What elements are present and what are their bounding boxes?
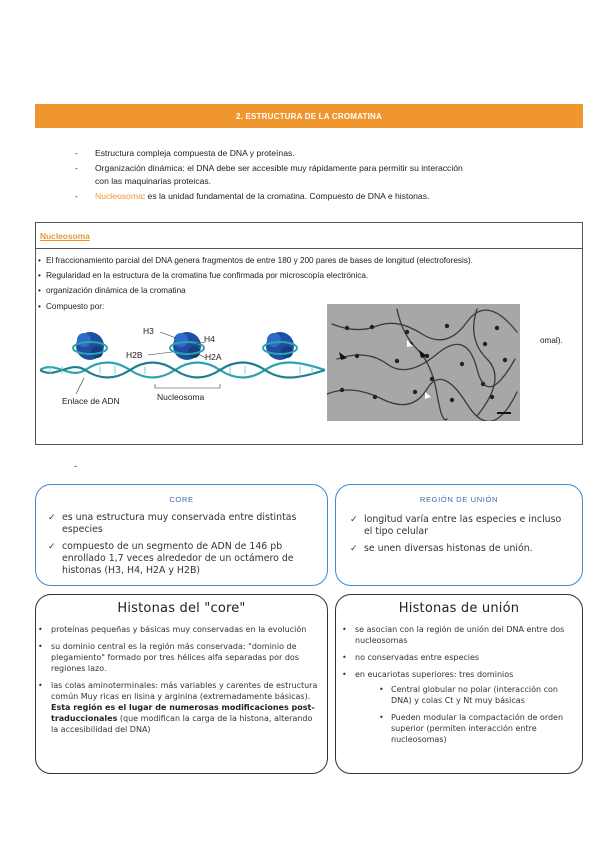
- intro-item: [75, 190, 575, 203]
- bullet-dot: •: [342, 670, 347, 679]
- bullet-item: [36, 624, 319, 635]
- bullet-item: [340, 669, 572, 745]
- histone-octamer: [170, 332, 204, 360]
- union-region-title: REGIÓN DE UNIÓN: [419, 495, 499, 504]
- intro-item: [75, 147, 575, 160]
- check-item: [48, 512, 315, 536]
- intro-text: Estructura compleja compuesta de DNA y proteínas.: [95, 148, 295, 158]
- label-nucleosome: Nucleosoma: [157, 392, 205, 402]
- bullet-item: [36, 641, 319, 674]
- bullet-dot: •: [342, 625, 347, 634]
- trailing-text: omal).: [540, 336, 563, 345]
- dash-marker: -: [75, 191, 78, 201]
- bullet-text: su dominio central es la región más conservada: "dominio de plegamiento" formado por tres hélices alfa separadas por dos regiones lazo.: [51, 642, 299, 673]
- histonas-core-list: [36, 616, 327, 735]
- bullet-item: • Regularidad en la estructura de la cromatina fue confirmada por microscopía electrónica.: [38, 270, 583, 283]
- bullet-text: (que modifican la carga de la histona, alterando la accesibilidad del DNA): [51, 714, 313, 734]
- check-item: [350, 543, 570, 555]
- bullet-dot: •: [379, 685, 384, 694]
- intro-item: [75, 162, 575, 188]
- electron-micrograph: [327, 304, 520, 421]
- core-list: [36, 504, 327, 577]
- check-icon: ✓: [350, 544, 358, 554]
- bullet-item: • El fraccionamiento parcial del DNA genera fragmentos de entre 180 y 200 pares de bases de longitud (electroforesis).: [38, 255, 583, 268]
- intro-text: Organización dinámica: el DNA debe ser accesible muy rápidamente para permitir su interacción: [95, 163, 463, 173]
- bullet-text: proteínas pequeñas y básicas muy conservadas en la evolución: [51, 625, 307, 634]
- nucleosome-diagram: [40, 322, 325, 422]
- dash-marker: -: [74, 461, 77, 471]
- bullet-dot: •: [379, 713, 384, 722]
- bullet-bold-text: Esta región es el lugar de numerosas modificaciones post-traduccionales: [51, 703, 315, 723]
- sub-text: Pueden modular la compactación de orden superior (permiten interacción entre nucleosomas): [391, 713, 564, 744]
- union-list: [336, 504, 582, 555]
- bullet-dot: •: [38, 642, 43, 651]
- label-h2b: H2B: [126, 350, 143, 360]
- union-region-box: [335, 484, 583, 586]
- check-icon: ✓: [48, 513, 56, 523]
- nucleosoma-title-row: [35, 222, 583, 249]
- check-item: [48, 541, 315, 577]
- histonas-union-box: [335, 594, 583, 774]
- histonas-union-title: Histonas de unión: [398, 601, 520, 616]
- intro-list: [75, 147, 575, 205]
- bullet-dot: •: [38, 625, 43, 634]
- bullet-text: en eucariotas superiores: tres dominios: [355, 670, 514, 679]
- dna-helix: [40, 363, 325, 378]
- histone-octamer: [263, 332, 297, 360]
- label-h2a: H2A: [205, 352, 222, 362]
- sub-text: Central globular no polar (interacción con DNA) y colas Ct y Nt muy básicas: [391, 685, 558, 705]
- histone-octamer: [73, 332, 107, 360]
- bullet-text: las colas aminoterminales: más variables y carentes de estructura común Muy ricas en lisina y arginina (extremadamente básicas).: [51, 681, 318, 701]
- sub-list: [355, 684, 572, 745]
- check-icon: ✓: [48, 542, 56, 552]
- bullet-item: [36, 680, 319, 735]
- bullet-item: [340, 652, 572, 663]
- check-item: [350, 514, 570, 538]
- label-h4: H4: [204, 334, 215, 344]
- bullet-text: se asocian con la región de unión del DNA entre dos nucleosomas: [355, 625, 565, 645]
- intro-text: : es la unidad fundamental de la cromatina. Compuesto de DNA e histonas.: [142, 191, 430, 201]
- dash-marker: -: [75, 148, 78, 158]
- core-title: CORE: [169, 495, 194, 504]
- check-text: compuesto de un segmento de ADN de 146 pb enrollado 1,7 veces alrededor de un octámero de histonas (H3, H4, H2A y H2B): [62, 541, 294, 576]
- nucleosoma-title: Nucleosoma: [40, 231, 90, 241]
- check-text: es una estructura muy conservada entre distintas especies: [62, 512, 297, 535]
- bullet-item: • Compuesto por:: [38, 301, 583, 314]
- intro-text: con las maquinarias proteicas.: [95, 176, 212, 186]
- label-linker-dna: Enlace de ADN: [62, 396, 120, 406]
- check-text: longitud varía entre las especies e incluso el tipo celular: [364, 514, 562, 537]
- core-box: [35, 484, 328, 586]
- check-icon: ✓: [350, 515, 358, 525]
- section-header: [35, 104, 583, 128]
- bullet-dot: •: [342, 653, 347, 662]
- dash-marker: -: [75, 163, 78, 173]
- histonas-union-list: [336, 616, 582, 745]
- bullet-item: [340, 624, 572, 646]
- section-title: 2. ESTRUCTURA DE LA CROMATINA: [236, 111, 382, 121]
- check-text: se unen diversas histonas de unión.: [364, 543, 533, 554]
- label-h3: H3: [143, 326, 154, 336]
- bullet-item: • organización dinámica de la cromatina: [38, 285, 583, 298]
- sub-item: [377, 712, 572, 745]
- bullet-dot: •: [38, 681, 43, 690]
- histonas-core-title: Histonas del "core": [117, 601, 246, 616]
- sub-item: [377, 684, 572, 706]
- nucleosoma-term: Nucleosoma: [95, 191, 143, 201]
- bullet-text: no conservadas entre especies: [355, 653, 480, 662]
- histonas-core-box: [35, 594, 328, 774]
